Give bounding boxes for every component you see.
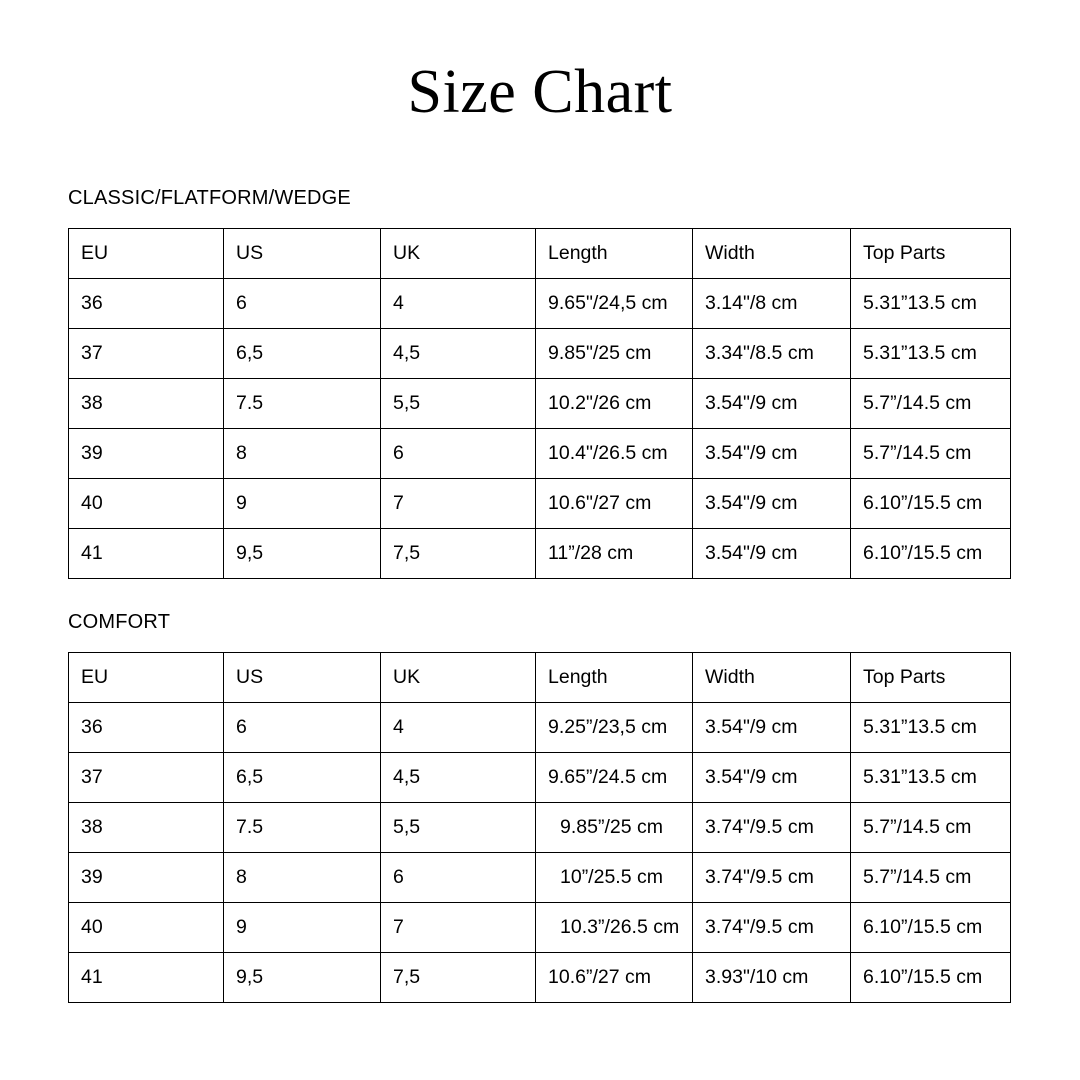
cell-width: 3.54"/9 cm <box>693 429 851 479</box>
table-row <box>69 803 1011 853</box>
cell-width: 3.14"/8 cm <box>693 279 851 329</box>
cell-uk: 4 <box>381 279 536 329</box>
cell-uk: 7,5 <box>381 529 536 579</box>
cell-eu: 41 <box>69 529 224 579</box>
cell-us: 8 <box>224 853 381 903</box>
table-row <box>69 479 1011 529</box>
cell-top-parts: 6.10”/15.5 cm <box>851 953 1011 1003</box>
cell-length: 9.65”/24.5 cm <box>536 753 693 803</box>
column-header-length: Length <box>536 229 693 279</box>
column-header-eu: EU <box>69 653 224 703</box>
size-table-comfort <box>68 652 1011 1003</box>
cell-us: 8 <box>224 429 381 479</box>
cell-top-parts: 6.10”/15.5 cm <box>851 529 1011 579</box>
cell-width: 3.54"/9 cm <box>693 479 851 529</box>
cell-top-parts: 5.7”/14.5 cm <box>851 853 1011 903</box>
cell-width: 3.34"/8.5 cm <box>693 329 851 379</box>
cell-us: 7.5 <box>224 379 381 429</box>
cell-us: 6 <box>224 279 381 329</box>
cell-length: 10.6”/27 cm <box>536 953 693 1003</box>
size-table-classic <box>68 228 1011 579</box>
cell-eu: 36 <box>69 703 224 753</box>
cell-us: 7.5 <box>224 803 381 853</box>
cell-uk: 5,5 <box>381 379 536 429</box>
cell-width: 3.74"/9.5 cm <box>693 803 851 853</box>
table-header-row <box>69 229 1011 279</box>
cell-uk: 4,5 <box>381 753 536 803</box>
table-row <box>69 279 1011 329</box>
cell-uk: 5,5 <box>381 803 536 853</box>
cell-eu: 40 <box>69 479 224 529</box>
cell-uk: 7 <box>381 903 536 953</box>
cell-uk: 6 <box>381 429 536 479</box>
cell-length: 9.25”/23,5 cm <box>536 703 693 753</box>
table-row <box>69 703 1011 753</box>
cell-top-parts: 6.10”/15.5 cm <box>851 479 1011 529</box>
cell-eu: 41 <box>69 953 224 1003</box>
page-title: Size Chart <box>407 58 673 126</box>
cell-eu: 39 <box>69 429 224 479</box>
cell-length: 11”/28 cm <box>536 529 693 579</box>
cell-us: 6,5 <box>224 329 381 379</box>
cell-us: 9,5 <box>224 529 381 579</box>
cell-width: 3.74"/9.5 cm <box>693 853 851 903</box>
column-header-top-parts: Top Parts <box>851 229 1011 279</box>
cell-eu: 38 <box>69 379 224 429</box>
cell-width: 3.54"/9 cm <box>693 529 851 579</box>
column-header-length: Length <box>536 653 693 703</box>
cell-length: 10.6"/27 cm <box>536 479 693 529</box>
table-row <box>69 903 1011 953</box>
table-header-row <box>69 653 1011 703</box>
cell-uk: 6 <box>381 853 536 903</box>
table-row <box>69 753 1011 803</box>
cell-uk: 7,5 <box>381 953 536 1003</box>
cell-eu: 37 <box>69 753 224 803</box>
cell-length: 10”/25.5 cm <box>536 853 693 903</box>
cell-top-parts: 5.7”/14.5 cm <box>851 803 1011 853</box>
cell-width: 3.93"/10 cm <box>693 953 851 1003</box>
table-row <box>69 529 1011 579</box>
section-label-comfort: COMFORT <box>68 611 171 634</box>
table-row <box>69 953 1011 1003</box>
cell-us: 9 <box>224 479 381 529</box>
column-header-us: US <box>224 229 381 279</box>
table-row <box>69 329 1011 379</box>
cell-width: 3.54"/9 cm <box>693 753 851 803</box>
cell-top-parts: 5.7”/14.5 cm <box>851 379 1011 429</box>
cell-width: 3.54"/9 cm <box>693 703 851 753</box>
cell-uk: 4,5 <box>381 329 536 379</box>
column-header-eu: EU <box>69 229 224 279</box>
cell-length: 10.3”/26.5 cm <box>536 903 693 953</box>
cell-top-parts: 5.31”13.5 cm <box>851 279 1011 329</box>
cell-top-parts: 6.10”/15.5 cm <box>851 903 1011 953</box>
cell-top-parts: 5.7”/14.5 cm <box>851 429 1011 479</box>
cell-top-parts: 5.31”13.5 cm <box>851 703 1011 753</box>
table-row <box>69 429 1011 479</box>
cell-length: 10.2"/26 cm <box>536 379 693 429</box>
cell-us: 6 <box>224 703 381 753</box>
cell-uk: 4 <box>381 703 536 753</box>
table-row <box>69 853 1011 903</box>
column-header-width: Width <box>693 229 851 279</box>
cell-eu: 39 <box>69 853 224 903</box>
cell-eu: 37 <box>69 329 224 379</box>
cell-length: 9.65"/24,5 cm <box>536 279 693 329</box>
cell-eu: 40 <box>69 903 224 953</box>
cell-length: 10.4"/26.5 cm <box>536 429 693 479</box>
column-header-top-parts: Top Parts <box>851 653 1011 703</box>
section-label-classic: CLASSIC/FLATFORM/WEDGE <box>68 187 351 210</box>
table-row <box>69 379 1011 429</box>
cell-us: 9,5 <box>224 953 381 1003</box>
cell-us: 6,5 <box>224 753 381 803</box>
cell-width: 3.74"/9.5 cm <box>693 903 851 953</box>
cell-length: 9.85”/25 cm <box>536 803 693 853</box>
cell-eu: 36 <box>69 279 224 329</box>
column-header-uk: UK <box>381 229 536 279</box>
cell-uk: 7 <box>381 479 536 529</box>
column-header-width: Width <box>693 653 851 703</box>
cell-eu: 38 <box>69 803 224 853</box>
column-header-us: US <box>224 653 381 703</box>
cell-width: 3.54"/9 cm <box>693 379 851 429</box>
cell-us: 9 <box>224 903 381 953</box>
cell-length: 9.85"/25 cm <box>536 329 693 379</box>
cell-top-parts: 5.31”13.5 cm <box>851 753 1011 803</box>
column-header-uk: UK <box>381 653 536 703</box>
cell-top-parts: 5.31”13.5 cm <box>851 329 1011 379</box>
